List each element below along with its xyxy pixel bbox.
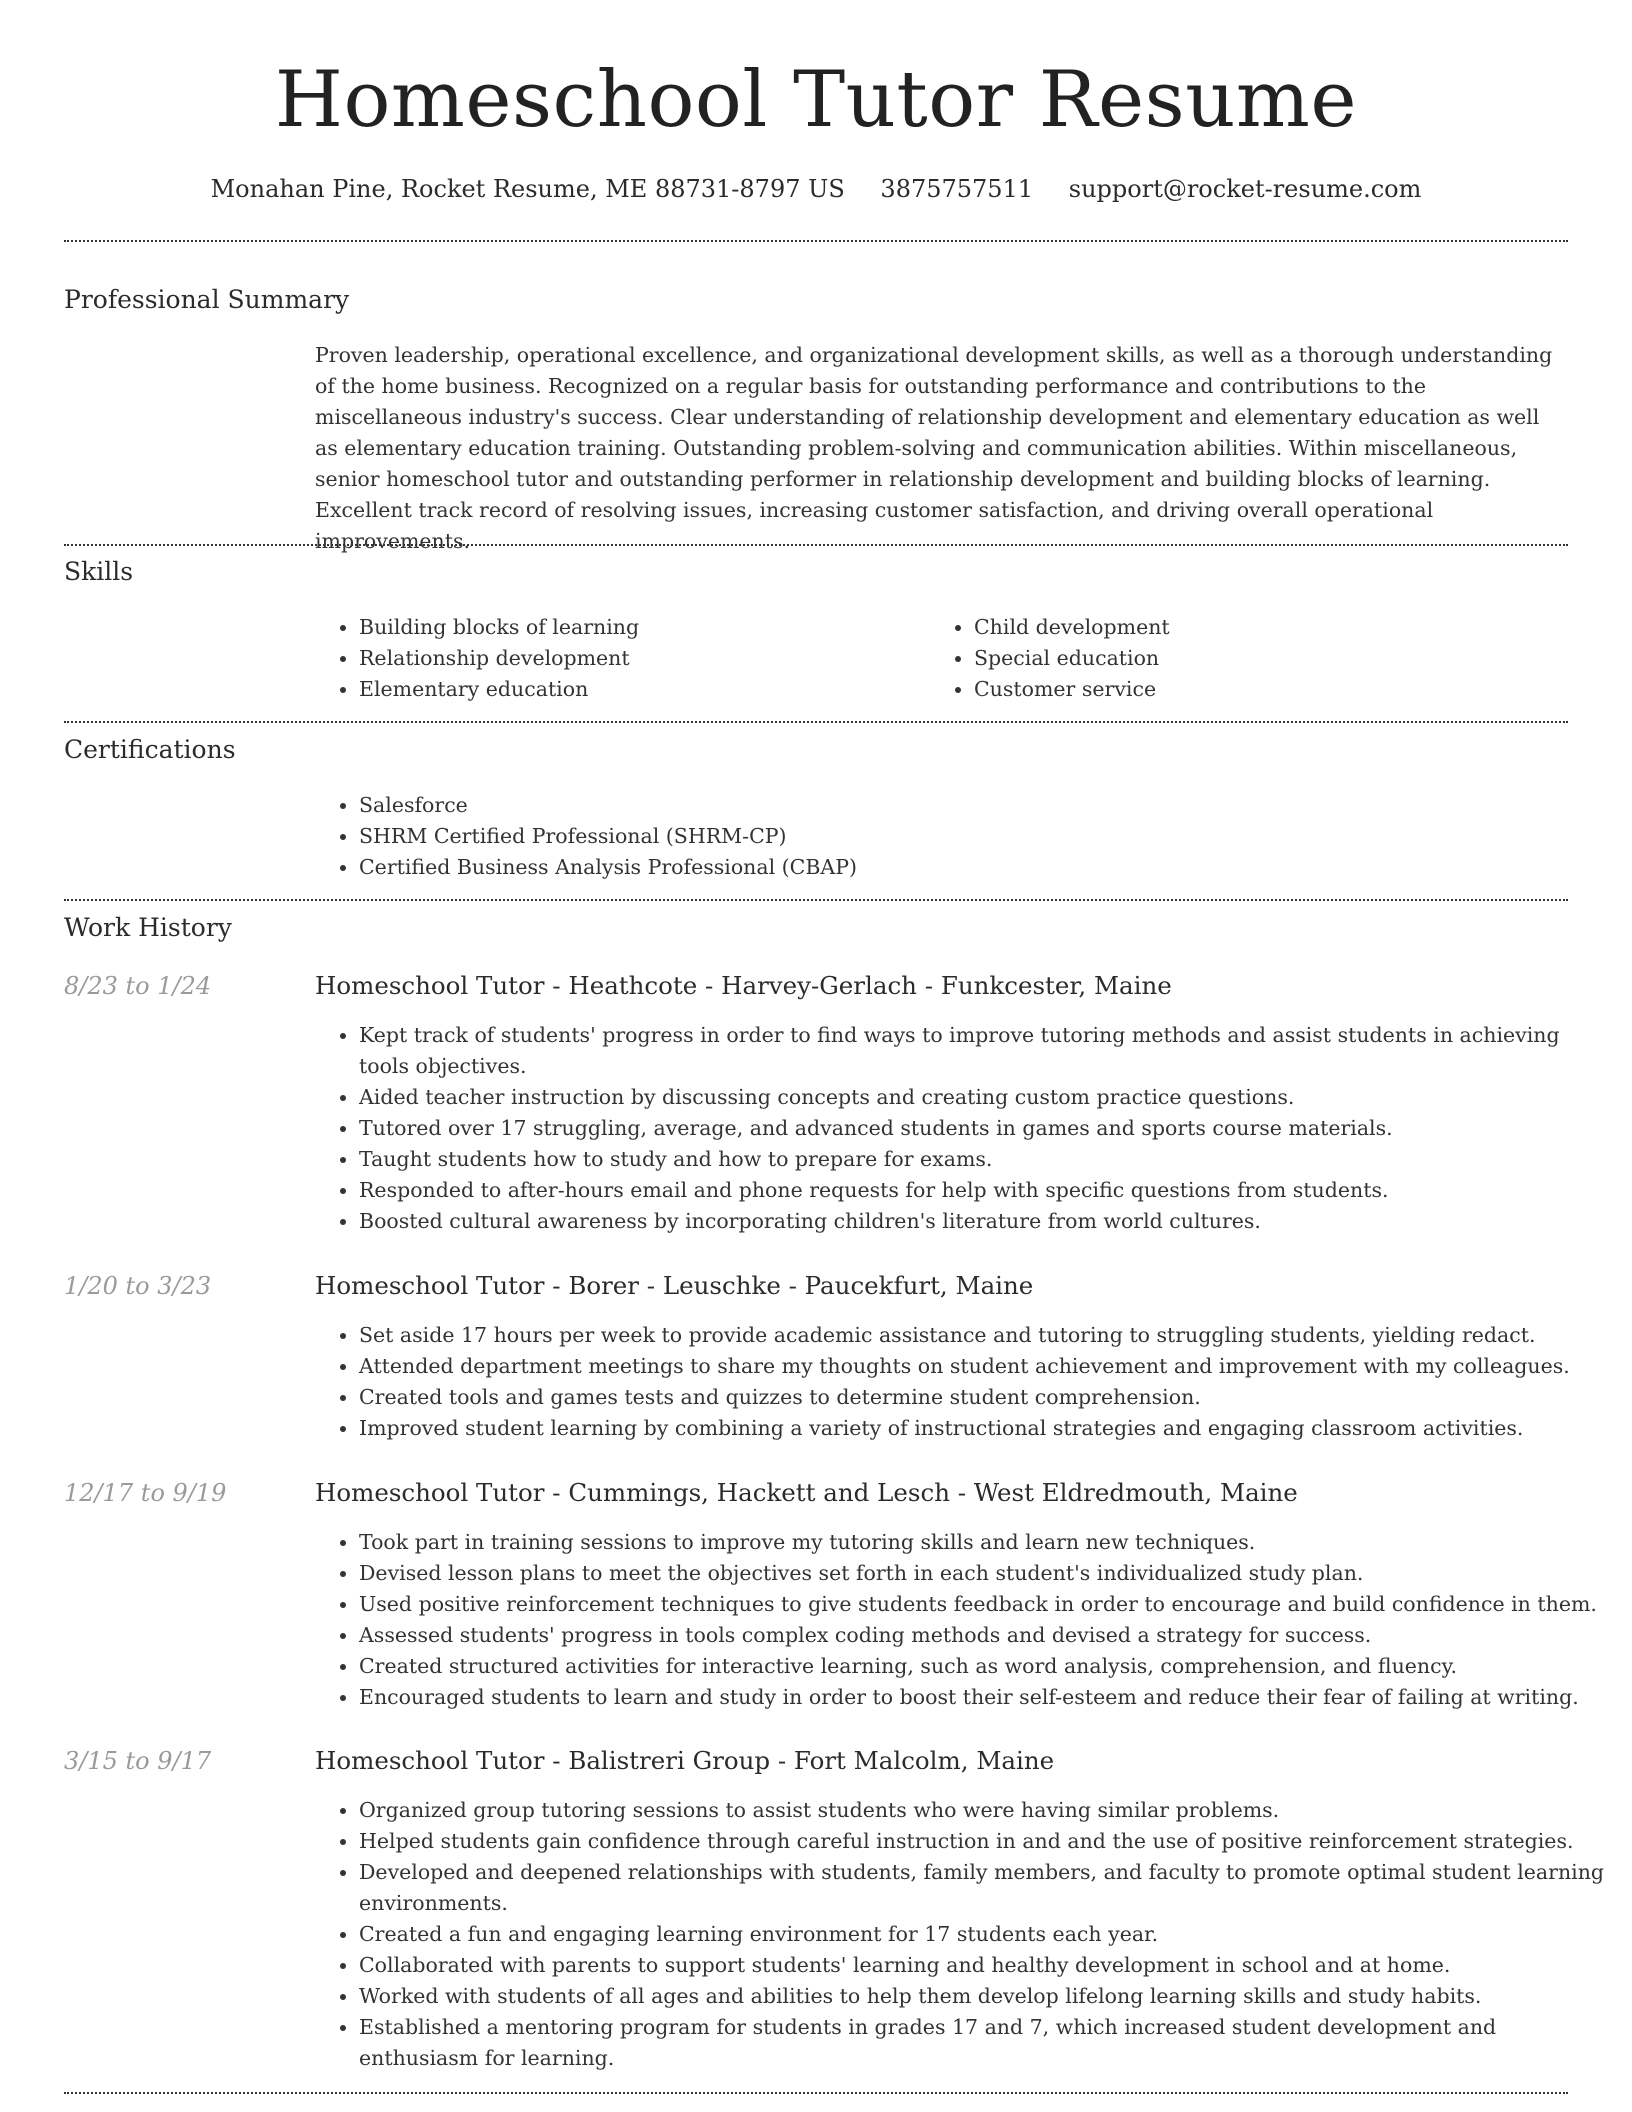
- job-bullet: • Tutored over 17 struggling, average, and advanced students in games and sports course materials.: [359, 1113, 1612, 1144]
- job-bullet: • Attended department meetings to share my thoughts on student achievement and improvement with my colleagues.: [359, 1351, 1612, 1382]
- job-bullet: • Helped students gain confidence through careful instruction in and and the use of positive reinforcement strategies.: [359, 1826, 1612, 1857]
- job-bullet: • Taught students how to study and how to prepare for exams.: [359, 1144, 1612, 1175]
- job-title: Homeschool Tutor - Balistreri Group - Fort Malcolm, Maine: [315, 1746, 1055, 1775]
- job-dates: 1/20 to 3/23: [64, 1272, 212, 1300]
- job-dates: 3/15 to 9/17: [64, 1747, 212, 1775]
- job-dates: 8/23 to 1/24: [64, 972, 212, 1000]
- contact-phone: 3875757511: [880, 175, 1034, 203]
- job-bullet: • Encouraged students to learn and study in order to boost their self-esteem and reduce their fear of failing at writing.: [359, 1682, 1612, 1713]
- page-title: Homeschool Tutor Resume: [274, 55, 1358, 145]
- contact-line: [0, 171, 1632, 207]
- job-bullet: • Set aside 17 hours per week to provide academic assistance and tutoring to struggling students, yielding redact.: [359, 1320, 1612, 1351]
- skill-item: • Building blocks of learning: [359, 612, 919, 643]
- job-bullet: • Created a fun and engaging learning environment for 17 students each year.: [359, 1919, 1612, 1950]
- job-dates: 12/17 to 9/19: [64, 1479, 227, 1507]
- section-title-certifications: Certifications: [64, 735, 236, 764]
- skills-list-right: [930, 612, 1534, 705]
- job-bullet: • Aided teacher instruction by discussing concepts and creating custom practice questions.: [359, 1082, 1612, 1113]
- job-bullet: • Responded to after-hours email and phone requests for help with specific questions from students.: [359, 1175, 1612, 1206]
- job-bullet: • Established a mentoring program for students in grades 17 and 7, which increased student development and enthusiasm for learning.: [359, 2012, 1612, 2074]
- divider: [64, 2092, 1568, 2094]
- divider: [64, 721, 1568, 723]
- contact-address: Monahan Pine, Rocket Resume, ME 88731-8797 US: [210, 175, 845, 203]
- section-title-skills: Skills: [64, 557, 134, 586]
- job-bullets: [315, 1320, 1612, 1444]
- section-title-work-history: Work History: [64, 913, 232, 942]
- job-bullet: • Used positive reinforcement techniques to give students feedback in order to encourage and build confidence in them.: [359, 1589, 1612, 1620]
- job-bullet: • Organized group tutoring sessions to assist students who were having similar problems.: [359, 1795, 1612, 1826]
- job-bullets: [315, 1527, 1612, 1713]
- job-bullet: • Collaborated with parents to support students' learning and healthy development in school and at home.: [359, 1950, 1612, 1981]
- job-bullet: • Worked with students of all ages and abilities to help them develop lifelong learning skills and study habits.: [359, 1981, 1612, 2012]
- job-bullet: • Improved student learning by combining a variety of instructional strategies and engaging classroom activities.: [359, 1413, 1612, 1444]
- divider: [64, 544, 1568, 546]
- skill-item: • Customer service: [974, 674, 1534, 705]
- certification-item: • SHRM Certified Professional (SHRM-CP): [359, 821, 1568, 852]
- job-bullet: • Created structured activities for interactive learning, such as word analysis, comprehension, and fluency.: [359, 1651, 1612, 1682]
- job-bullet: • Boosted cultural awareness by incorporating children's literature from world cultures.: [359, 1206, 1612, 1237]
- job-bullets: [315, 1795, 1612, 2074]
- divider: [64, 240, 1568, 242]
- job-bullet: • Created tools and games tests and quizzes to determine student comprehension.: [359, 1382, 1612, 1413]
- skill-item: • Child development: [974, 612, 1534, 643]
- job-title: Homeschool Tutor - Heathcote - Harvey-Gerlach - Funkcester, Maine: [315, 971, 1172, 1000]
- certifications-list: [315, 790, 1568, 883]
- skills-list-left: [315, 612, 919, 705]
- skill-item: • Special education: [974, 643, 1534, 674]
- job-bullet: • Developed and deepened relationships with students, family members, and faculty to promote optimal student learning environments.: [359, 1857, 1612, 1919]
- section-title-summary: Professional Summary: [64, 285, 350, 314]
- job-bullet: • Assessed students' progress in tools complex coding methods and devised a strategy for success.: [359, 1620, 1612, 1651]
- contact-email: support@rocket-resume.com: [1068, 175, 1422, 203]
- job-bullet: • Took part in training sessions to improve my tutoring skills and learn new techniques.: [359, 1527, 1612, 1558]
- job-title: Homeschool Tutor - Borer - Leuschke - Paucekfurt, Maine: [315, 1271, 1034, 1300]
- certification-item: • Salesforce: [359, 790, 1568, 821]
- summary-text: Proven leadership, operational excellence, and organizational development skills, as well as a thorough understanding of the home business. Recognized on a regular basis for outstanding performance and contributions to the miscellaneous industry's success. Clear understanding of relationship development and elementary education as well as elementary education training. Outstanding problem-solving and communication abilities. Within miscellaneous, senior homeschool tutor and outstanding performer in relationship development and building blocks of learning. Excellent track record of resolving issues, increasing customer satisfaction, and driving overall operational improvements.: [315, 343, 1553, 553]
- job-bullets: [315, 1020, 1612, 1237]
- skill-item: • Relationship development: [359, 643, 919, 674]
- job-bullet: • Kept track of students' progress in order to find ways to improve tutoring methods and assist students in achieving tools objectives.: [359, 1020, 1612, 1082]
- job-title: Homeschool Tutor - Cummings, Hackett and Lesch - West Eldredmouth, Maine: [315, 1478, 1298, 1507]
- divider: [64, 899, 1568, 901]
- job-bullet: • Devised lesson plans to meet the objectives set forth in each student's individualized study plan.: [359, 1558, 1612, 1589]
- certification-item: • Certified Business Analysis Professional (CBAP): [359, 852, 1568, 883]
- skill-item: • Elementary education: [359, 674, 919, 705]
